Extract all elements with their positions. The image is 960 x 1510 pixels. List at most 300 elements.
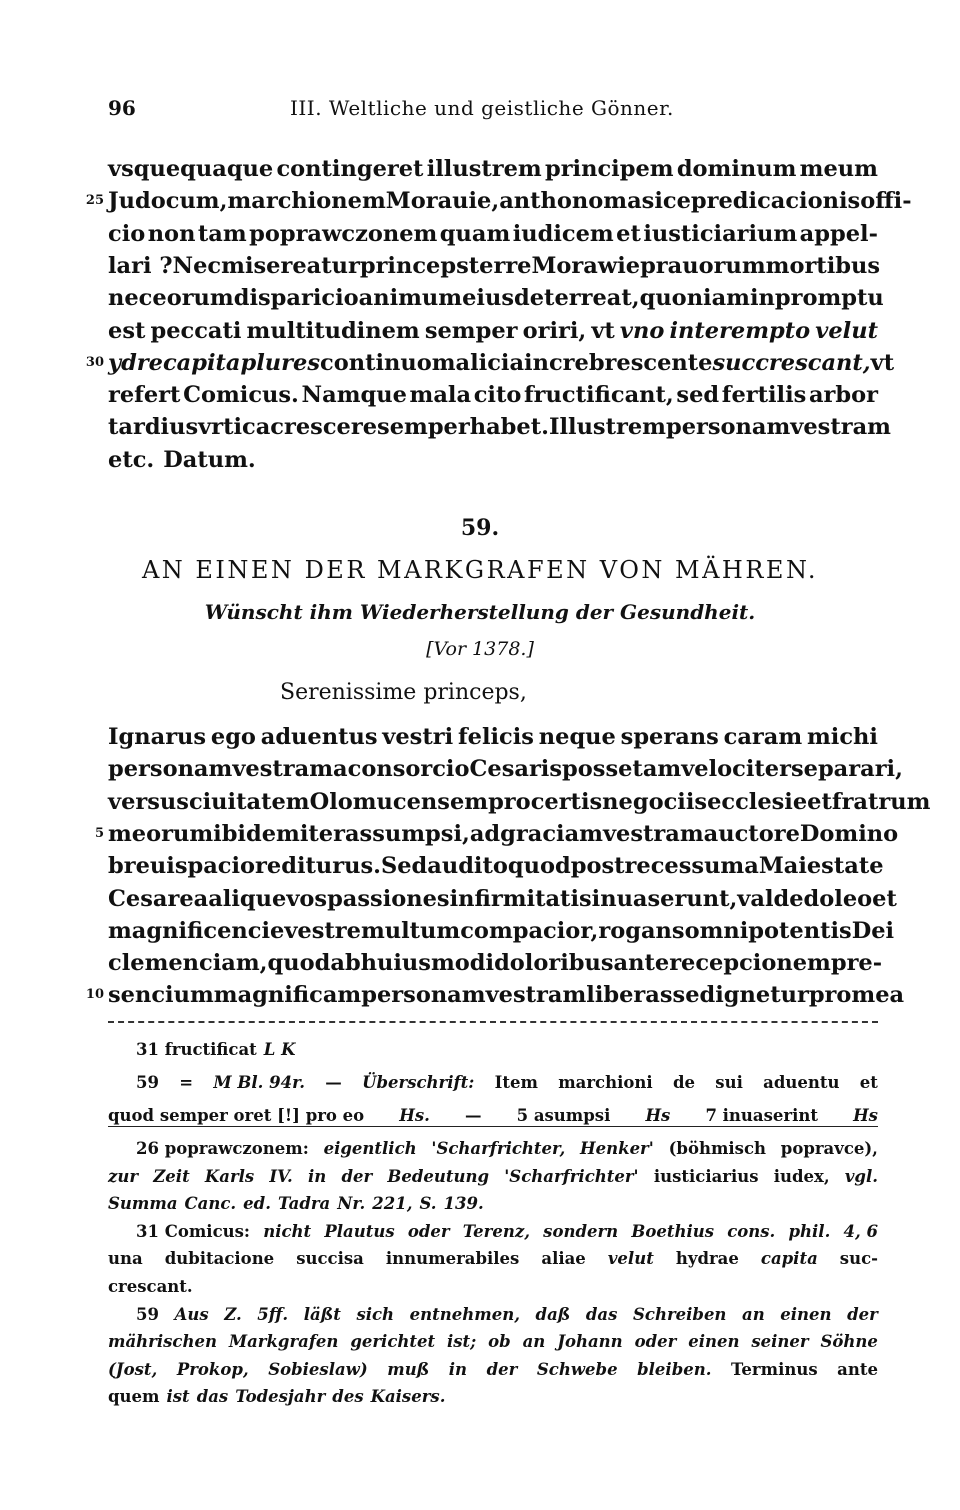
note-word: 59 bbox=[136, 1304, 159, 1324]
word: cio bbox=[108, 220, 146, 247]
word: velut bbox=[815, 317, 878, 344]
word: tam bbox=[632, 756, 682, 783]
word: magnificam bbox=[213, 982, 362, 1009]
word: Ignarus bbox=[108, 724, 207, 750]
note-word: M Bl. 94r. bbox=[213, 1073, 305, 1092]
word: ecclesie bbox=[707, 788, 808, 815]
text-line bbox=[108, 153, 878, 185]
word: Olomucensem bbox=[309, 788, 489, 815]
word: post bbox=[570, 853, 625, 880]
note-word: in bbox=[308, 1166, 327, 1186]
word: fratrum bbox=[831, 788, 931, 815]
note-word: innumerabiles bbox=[385, 1249, 520, 1269]
note-word: capita bbox=[760, 1249, 818, 1269]
note-word: Söhne bbox=[820, 1332, 878, 1352]
word: dominum bbox=[676, 156, 797, 182]
word: doloribus bbox=[494, 950, 614, 977]
note-word: ist; bbox=[447, 1332, 477, 1352]
word: audito bbox=[427, 853, 508, 880]
note-word: Hs bbox=[645, 1106, 671, 1125]
note-word: einen bbox=[688, 1332, 740, 1352]
note-word: popravce), bbox=[780, 1139, 878, 1158]
word: continuo bbox=[320, 349, 432, 376]
note-word: ist bbox=[166, 1387, 190, 1407]
word: et bbox=[872, 885, 897, 912]
note-word: Hs. bbox=[399, 1106, 430, 1125]
word: pre- bbox=[830, 950, 883, 977]
note-line bbox=[108, 1356, 878, 1383]
word: Cesaris bbox=[469, 756, 563, 783]
word: passiones bbox=[327, 885, 450, 912]
word: dignetur bbox=[699, 982, 809, 1009]
note-word: 'Scharfrichter, bbox=[431, 1139, 566, 1158]
word: vestram bbox=[790, 414, 891, 441]
note-word: an bbox=[522, 1332, 546, 1352]
word: poprawczonem bbox=[249, 220, 438, 247]
word: peccati bbox=[150, 317, 242, 344]
word: magnificencie bbox=[108, 917, 285, 944]
word: Dei bbox=[851, 917, 895, 944]
word: valde bbox=[737, 885, 804, 912]
word: rogans bbox=[598, 917, 685, 944]
text-line bbox=[108, 250, 881, 282]
note-word: cons. bbox=[727, 1221, 776, 1241]
note-word: IV. bbox=[269, 1166, 293, 1186]
word: inuaserunt, bbox=[591, 885, 738, 912]
line-number: 30 bbox=[85, 354, 104, 370]
word: ydre bbox=[108, 349, 163, 376]
note-line bbox=[136, 1301, 878, 1328]
note-word: das bbox=[585, 1304, 618, 1324]
text-line bbox=[108, 915, 895, 947]
word: fertilis bbox=[721, 382, 807, 409]
note-word: ob bbox=[488, 1332, 511, 1352]
text-line bbox=[108, 850, 884, 882]
word: fructificant, bbox=[524, 382, 674, 409]
note-word: de bbox=[672, 1073, 695, 1092]
document-heading: AN EINEN DER MARKGRAFEN VON MÄHREN. bbox=[141, 556, 819, 584]
word: ab bbox=[330, 950, 361, 977]
note-word: 59 bbox=[136, 1073, 159, 1092]
word: certis bbox=[530, 788, 603, 815]
note-word: iudex, bbox=[773, 1166, 830, 1186]
word: Maiestate bbox=[758, 853, 884, 880]
word: negociis bbox=[602, 788, 708, 815]
word: capita bbox=[162, 349, 241, 376]
word: offi- bbox=[860, 188, 912, 215]
word: multitudinem bbox=[246, 317, 420, 344]
word: vestram bbox=[232, 756, 334, 783]
note-word: vgl. bbox=[844, 1166, 878, 1186]
word: Nec bbox=[172, 252, 222, 279]
word: versus bbox=[108, 788, 189, 815]
word: Illustrem bbox=[548, 414, 666, 441]
note-line bbox=[108, 1273, 878, 1300]
note-line bbox=[108, 1163, 878, 1190]
note-word: muß bbox=[387, 1359, 430, 1379]
word: prauorum bbox=[640, 252, 766, 279]
note-word: (böhmisch bbox=[668, 1139, 766, 1158]
note-word: Hs bbox=[853, 1106, 878, 1125]
word: ibidem bbox=[213, 820, 300, 847]
note-line bbox=[136, 1218, 878, 1245]
note-word: Z. bbox=[224, 1304, 242, 1324]
note-word: succisa bbox=[296, 1249, 364, 1269]
word: alique bbox=[208, 885, 287, 912]
note-line bbox=[108, 1102, 878, 1129]
word: semper bbox=[424, 317, 518, 344]
word: malicia bbox=[431, 349, 525, 376]
word: est bbox=[108, 317, 146, 344]
note-word: ante bbox=[837, 1359, 878, 1379]
document-summary: Wünscht ihm Wiederherstellung der Gesundheit. bbox=[204, 600, 756, 624]
line-number: 5 bbox=[94, 825, 104, 841]
apparatus-divider bbox=[108, 1126, 878, 1127]
document-number: 59. bbox=[460, 515, 500, 541]
word: meum bbox=[799, 156, 878, 182]
word: a bbox=[333, 756, 348, 783]
word: plures bbox=[240, 349, 320, 376]
word: ad bbox=[469, 820, 501, 847]
note-word: 31 fructificat bbox=[136, 1040, 257, 1059]
line-number: 10 bbox=[85, 987, 104, 1003]
word: quod bbox=[267, 950, 331, 977]
page-number: 96 bbox=[108, 96, 136, 120]
note-word: 4, 6 bbox=[843, 1221, 878, 1241]
note-word: = bbox=[179, 1073, 194, 1092]
note-word: des bbox=[332, 1387, 364, 1407]
word: mala bbox=[409, 382, 472, 409]
text-line bbox=[108, 444, 878, 476]
note-word: gerichtet bbox=[350, 1332, 436, 1352]
running-title: III. Weltliche und geistliche Gönner. bbox=[290, 96, 674, 120]
note-word: bleiben. bbox=[637, 1359, 712, 1379]
word: vno bbox=[619, 317, 665, 344]
word: vos bbox=[286, 885, 328, 912]
word: huiusmodi bbox=[360, 950, 495, 977]
word: multum bbox=[360, 917, 461, 944]
text-line bbox=[108, 185, 912, 217]
word: contingeret bbox=[276, 156, 424, 182]
word: doleo bbox=[803, 885, 873, 912]
note-word: marchioni bbox=[558, 1073, 653, 1092]
word: semper bbox=[377, 414, 470, 441]
note-word: Canc. bbox=[184, 1194, 237, 1214]
note-word: Schwebe bbox=[536, 1359, 618, 1379]
note-word: Kaisers. bbox=[370, 1387, 446, 1407]
word: Datum. bbox=[163, 446, 256, 473]
note-word: phil. bbox=[788, 1221, 831, 1241]
word: iusticiarium bbox=[643, 220, 798, 247]
note-word: 5 asumpsi bbox=[516, 1106, 611, 1125]
page-header bbox=[108, 96, 878, 126]
note-word: L K bbox=[263, 1040, 296, 1059]
word: vt bbox=[870, 349, 895, 376]
note-word: hydrae bbox=[675, 1249, 739, 1269]
word: consorcio bbox=[347, 756, 470, 783]
word: princeps bbox=[359, 252, 469, 279]
text-line bbox=[108, 786, 931, 818]
note-word: aduentu bbox=[763, 1073, 840, 1092]
word: terre bbox=[468, 252, 532, 279]
word: deterreat, bbox=[514, 285, 640, 312]
note-word: an bbox=[742, 1304, 765, 1324]
note-line bbox=[108, 1190, 878, 1217]
word: quod bbox=[507, 853, 571, 880]
word: compacior, bbox=[460, 917, 599, 944]
word: predicacionis bbox=[690, 188, 861, 215]
note-line bbox=[136, 1135, 878, 1162]
text-line bbox=[108, 721, 878, 753]
word: sed bbox=[676, 382, 720, 409]
note-word: der bbox=[341, 1166, 373, 1186]
word: arbor bbox=[808, 382, 878, 409]
note-word: 5ff. bbox=[257, 1304, 289, 1324]
word: cito bbox=[473, 382, 522, 409]
word: personam bbox=[108, 756, 233, 783]
text-line bbox=[108, 753, 903, 785]
note-word: Terminus bbox=[731, 1359, 818, 1379]
word: vestri bbox=[382, 724, 454, 750]
word: felicis bbox=[457, 724, 534, 750]
note-word: läßt bbox=[303, 1304, 341, 1324]
line-number: 25 bbox=[85, 193, 104, 209]
word: spacio bbox=[174, 853, 256, 880]
note-word: 139. bbox=[443, 1194, 484, 1214]
word: ego bbox=[210, 724, 256, 750]
word: Judocum, bbox=[108, 188, 228, 215]
word: vestre bbox=[284, 917, 361, 944]
note-word: Summa bbox=[108, 1194, 178, 1214]
note-word: quod semper oret [!] pro eo bbox=[108, 1106, 365, 1125]
word: principem bbox=[544, 156, 674, 182]
word: misereatur bbox=[221, 252, 360, 279]
word: vrtica bbox=[198, 414, 271, 441]
word: personam bbox=[665, 414, 791, 441]
note-word: Henker' bbox=[580, 1139, 654, 1158]
word: separari, bbox=[790, 756, 903, 783]
word: mortibus bbox=[765, 252, 881, 279]
word: quam bbox=[439, 220, 511, 247]
document-date: [Vor 1378.] bbox=[426, 638, 534, 660]
word: caram bbox=[723, 724, 803, 750]
note-line bbox=[108, 1245, 878, 1272]
text-line bbox=[108, 218, 878, 250]
word: oriri, bbox=[522, 317, 587, 344]
note-word: Plautus bbox=[324, 1221, 395, 1241]
text-line bbox=[108, 979, 905, 1011]
text-line bbox=[108, 282, 884, 314]
text-line bbox=[108, 883, 897, 915]
note-word: Prokop, bbox=[176, 1359, 249, 1379]
note-word: 'Scharfrichter' bbox=[504, 1166, 639, 1186]
word: succrescant, bbox=[712, 349, 871, 376]
note-line bbox=[108, 1328, 878, 1355]
word: Namque bbox=[301, 382, 407, 409]
word: Domino bbox=[799, 820, 899, 847]
note-word: et bbox=[859, 1073, 878, 1092]
note-word: daß bbox=[535, 1304, 571, 1324]
note-word: crescant. bbox=[108, 1277, 193, 1296]
note-word: Tadra bbox=[277, 1194, 331, 1214]
note-word: Terenz, bbox=[462, 1221, 530, 1241]
note-word: Item bbox=[494, 1073, 538, 1092]
word: refert bbox=[108, 382, 181, 409]
note-word: suc- bbox=[839, 1249, 878, 1269]
note-word: 7 inuaserint bbox=[705, 1106, 818, 1125]
note-word: Aus bbox=[174, 1304, 209, 1324]
note-word: eigentlich bbox=[323, 1139, 417, 1158]
word: quoniam bbox=[639, 285, 750, 312]
note-word: Überschrift: bbox=[362, 1073, 475, 1092]
note-word: mährischen bbox=[108, 1332, 217, 1352]
word: recepcionem bbox=[669, 950, 831, 977]
word: velociter bbox=[681, 756, 791, 783]
note-word: seiner bbox=[751, 1332, 809, 1352]
word: auctore bbox=[703, 820, 800, 847]
note-word: der bbox=[486, 1359, 518, 1379]
word: tardius bbox=[108, 414, 199, 441]
note-word: nicht bbox=[263, 1221, 312, 1241]
word: crescere bbox=[270, 414, 378, 441]
note-word: oder bbox=[407, 1221, 450, 1241]
note-word: dubitacione bbox=[164, 1249, 275, 1269]
word: non bbox=[147, 220, 196, 247]
word: eius bbox=[462, 285, 514, 312]
word: posse bbox=[562, 756, 633, 783]
word: increbrescente bbox=[524, 349, 713, 376]
note-word: in bbox=[448, 1359, 468, 1379]
word: liberasse bbox=[586, 982, 700, 1009]
note-word: quem bbox=[108, 1387, 160, 1407]
note-word: iusticiarius bbox=[653, 1166, 759, 1186]
word: etc. bbox=[108, 446, 155, 473]
word: illustrem bbox=[426, 156, 542, 182]
note-line bbox=[136, 1069, 878, 1096]
text-line bbox=[108, 347, 895, 379]
word: rediturus. bbox=[255, 853, 381, 880]
word: breui bbox=[108, 853, 175, 880]
word: appel- bbox=[799, 220, 878, 247]
word: graciam bbox=[500, 820, 603, 847]
word: vestram bbox=[485, 982, 587, 1009]
word: interempto bbox=[669, 317, 811, 344]
word: personam bbox=[361, 982, 486, 1009]
word: Morauie, bbox=[385, 188, 500, 215]
word: assumpsi, bbox=[344, 820, 470, 847]
word: habet. bbox=[469, 414, 549, 441]
note-word: sui bbox=[715, 1073, 743, 1092]
word: nec bbox=[108, 285, 153, 312]
word: animum bbox=[358, 285, 463, 312]
word: ante bbox=[613, 950, 670, 977]
note-word: — bbox=[465, 1106, 482, 1125]
note-line bbox=[136, 1036, 878, 1063]
note-word: Boethius bbox=[631, 1221, 714, 1241]
note-word: (Jost, bbox=[108, 1359, 158, 1379]
word: disparicio bbox=[233, 285, 359, 312]
note-word: Todesjahr bbox=[235, 1387, 326, 1407]
note-word: der bbox=[847, 1304, 878, 1324]
word: Morawie bbox=[531, 252, 641, 279]
note-word: 31 Comicus: bbox=[136, 1221, 250, 1241]
note-word: aliae bbox=[541, 1249, 586, 1269]
word: recessum bbox=[624, 853, 745, 880]
word: neque bbox=[538, 724, 616, 750]
word: iudicem bbox=[512, 220, 614, 247]
word: michi bbox=[806, 724, 878, 750]
word: promptu bbox=[774, 285, 884, 312]
word: anthonomasice bbox=[499, 188, 691, 215]
word: aduentus bbox=[260, 724, 378, 750]
note-word: sich bbox=[356, 1304, 395, 1324]
note-word: Nr. bbox=[337, 1194, 366, 1214]
text-line bbox=[108, 315, 878, 347]
word: meorum bbox=[108, 820, 214, 847]
note-word: Zeit bbox=[153, 1166, 190, 1186]
note-word: Bedeutung bbox=[387, 1166, 490, 1186]
word: vestram bbox=[602, 820, 704, 847]
note-word: ed. bbox=[243, 1194, 271, 1214]
note-word: entnehmen, bbox=[409, 1304, 520, 1324]
note-word: una bbox=[108, 1249, 143, 1269]
note-word: zur bbox=[108, 1166, 139, 1186]
word: mea bbox=[851, 982, 905, 1009]
note-word: 26 poprawczonem: bbox=[136, 1139, 309, 1158]
word: omnipotentis bbox=[684, 917, 852, 944]
word: tam bbox=[197, 220, 247, 247]
word: ciuitatem bbox=[188, 788, 310, 815]
note-word: einen bbox=[780, 1304, 832, 1324]
text-line bbox=[108, 379, 878, 411]
word: et bbox=[807, 788, 832, 815]
word: Cesarea bbox=[108, 885, 209, 912]
word: iter bbox=[299, 820, 345, 847]
note-word: Schreiben bbox=[632, 1304, 727, 1324]
note-word: oder bbox=[634, 1332, 677, 1352]
word: in bbox=[749, 285, 775, 312]
note-word: Markgrafen bbox=[228, 1332, 339, 1352]
word: eorum bbox=[152, 285, 234, 312]
word: Comicus. bbox=[183, 382, 299, 409]
note-word: Karls bbox=[204, 1166, 255, 1186]
word: marchionem bbox=[227, 188, 386, 215]
word: a bbox=[744, 853, 759, 880]
note-word: velut bbox=[607, 1249, 654, 1269]
note-word: das bbox=[196, 1387, 229, 1407]
word: sperans bbox=[620, 724, 719, 750]
note-word: sondern bbox=[543, 1221, 619, 1241]
note-word: Sobieslaw) bbox=[268, 1359, 368, 1379]
word: sencium bbox=[108, 982, 214, 1009]
note-line bbox=[108, 1383, 878, 1410]
word: pro bbox=[488, 788, 531, 815]
word: vsquequaque bbox=[108, 156, 274, 182]
note-word: 221, bbox=[372, 1194, 413, 1214]
note-word: — bbox=[325, 1073, 342, 1092]
footnote-divider bbox=[108, 1021, 878, 1023]
word: lari ? bbox=[108, 252, 173, 279]
word: et bbox=[616, 220, 641, 247]
text-line bbox=[108, 411, 891, 443]
note-word: S. bbox=[419, 1194, 437, 1214]
word: Sed bbox=[380, 853, 428, 880]
note-word: Johann bbox=[557, 1332, 623, 1352]
word: clemenciam, bbox=[108, 950, 268, 977]
word: pro bbox=[808, 982, 852, 1009]
text-line bbox=[108, 818, 899, 850]
word: infirmitatis bbox=[449, 885, 592, 912]
